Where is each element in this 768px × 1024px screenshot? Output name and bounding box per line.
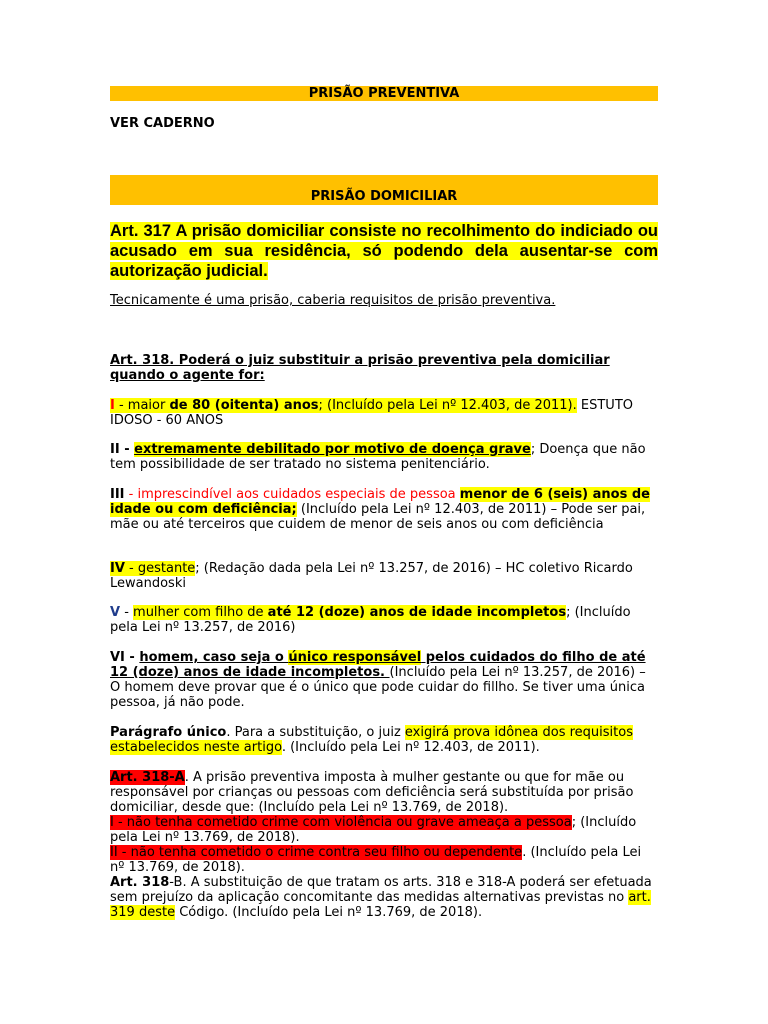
inciso4-segment-0: IV [110, 561, 125, 576]
section-bar-prisao-preventiva: PRISÃO PREVENTIVA [110, 86, 658, 101]
art-318-b [110, 875, 658, 920]
section-bar-prisao-domiciliar: PRISÃO DOMICILIAR [110, 175, 658, 205]
inciso4-segment-2: ; (Redação dada pela Lei nº 13.257, de 2016) – HC coletivo Ricardo Lewandoski [110, 561, 633, 591]
paragrafo-segment-3: . (Incluído pela Lei nº 12.403, de 2011). [281, 740, 540, 755]
art-318-inciso-iii [110, 487, 658, 532]
inciso4-segment-1: - gestante [124, 561, 196, 576]
paragrafo-segment-2: exigirá prova idônea dos requisitos estabelecidos neste artigo [110, 725, 633, 755]
art317-segment-0: Art. 317 [110, 222, 176, 240]
art-318-a [110, 770, 658, 815]
inciso2-segment-0: II - [110, 442, 135, 457]
inciso6-segment-0: VI - [110, 650, 140, 665]
inciso6-segment-1: homem, caso seja o [139, 650, 289, 665]
inciso2-segment-1: extremamente debilitado por motivo de doença grave [134, 442, 531, 457]
art317-segment-1: A prisão domiciliar consiste no recolhimento do indiciado ou acusado em sua residência, só podendo dela ausentar-se com autorização judicial. [110, 222, 658, 280]
paragrafo-unico [110, 725, 658, 755]
art-318-heading: Art. 318. Poderá o juiz substituir a prisão preventiva pela domiciliar quando o agente for: [110, 353, 610, 383]
inciso3-segment-1: - imprescindível aos cuidados especiais de pessoa [124, 487, 460, 502]
inciso6-segment-3: pelos cuidados do filho de até 12 (doze) anos de idade incompletos. [110, 650, 646, 680]
art-318-inciso-v [110, 605, 658, 635]
inciso6-segment-4: (Incluído pela Lei nº 13.257, de 2016) – O homem deve provar que é o único que pode cuidar do fillho. Se tiver uma única pessoa, já não pode. [110, 665, 646, 710]
art318b-segment-1: -B. A substituição de que tratam os arts. 318 e 318-A poderá ser efetuada sem prejuízo da aplicação concomitante das medidas alternativas previstas no [110, 875, 652, 905]
art318b-segment-3: Código. (Incluído pela Lei nº 13.769, de 2018). [175, 905, 483, 920]
inciso1-segment-1: - maior [114, 398, 170, 413]
art318b-segment-0: Art. 318 [110, 875, 170, 890]
art318a_i-segment-0: I - não tenha cometido crime com violência ou grave ameaça a pessoa [110, 815, 572, 830]
tecnicamente-note: Tecnicamente é uma prisão, caberia requisitos de prisão preventiva. [110, 293, 556, 308]
art-318-inciso-iv [110, 561, 658, 591]
art318a_i-segment-1: ; (Incluído pela Lei nº 13.769, de 2018). [110, 815, 637, 845]
ver-caderno-note: VER CADERNO [110, 116, 215, 131]
paragrafo-segment-1: . Para a substituição, o juiz [226, 725, 405, 740]
inciso1-segment-0: I [110, 398, 115, 413]
inciso3-segment-2: menor de 6 (seis) anos de idade ou com deficiência; [110, 487, 650, 517]
art318b-segment-2: art. 319 deste [110, 890, 651, 920]
art-318-inciso-vi [110, 650, 658, 710]
inciso3-segment-3: (Incluído pela Lei nº 12.403, de 2011) – Pode ser pai, mãe ou até terceiros que cuidem de menor de seis anos ou com deficiência [110, 502, 646, 532]
inciso1-segment-4: ESTUTO IDOSO - 60 ANOS [110, 398, 633, 428]
art-318-inciso-i [110, 398, 658, 428]
inciso3-segment-0: III [110, 487, 125, 502]
inciso6-segment-2: único responsável [288, 650, 422, 665]
inciso5-segment-3: até 12 (doze) anos de idade incompletos [267, 605, 567, 620]
paragrafo-segment-0: Parágrafo único [110, 725, 227, 740]
inciso5-segment-1: - [120, 605, 134, 620]
inciso5-segment-0: V [110, 605, 121, 620]
art318a-segment-1: . A prisão preventiva imposta à mulher gestante ou que for mãe ou responsável por crianças ou pessoas com deficiência será substituída por prisão domiciliar, desde que: (Incluído pela Lei nº 13.769, de 2018). [110, 770, 634, 815]
art-318-a-inciso-ii [110, 845, 658, 875]
inciso2-segment-2: ; Doença que não tem possibilidade de ser tratado no sistema penitenciário. [110, 442, 646, 472]
art318a_ii-segment-1: . (Incluído pela Lei nº 13.769, de 2018). [110, 845, 642, 875]
inciso1-segment-3: ; (Incluído pela Lei nº 12.403, de 2011). [318, 398, 577, 413]
inciso1-segment-2: de 80 (oitenta) anos [169, 398, 319, 413]
inciso5-segment-2: mulher com filho de [133, 605, 268, 620]
art-317-paragraph [110, 221, 658, 281]
inciso5-segment-4: ; (Incluído pela Lei nº 13.257, de 2016) [110, 605, 631, 635]
art-318-a-inciso-i [110, 815, 658, 845]
art318a-segment-0: Art. 318-A [110, 770, 185, 785]
art-318-inciso-ii [110, 442, 658, 472]
art318a_ii-segment-0: II - não tenha cometido o crime contra seu filho ou dependente [110, 845, 523, 860]
